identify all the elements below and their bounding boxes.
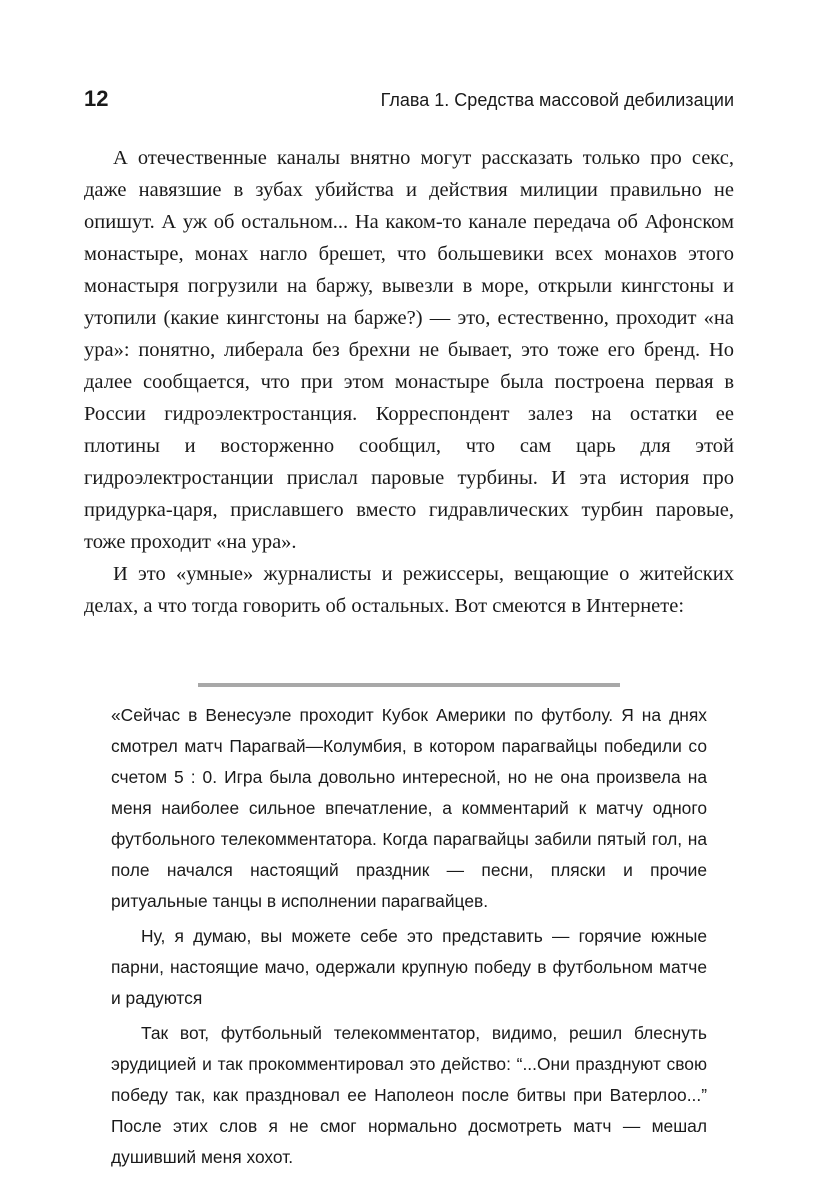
quote-paragraph: Ну, я думаю, вы можете себе это представить — горячие южные парни, настоящие мачо, одержали крупную победу в футбольном матче и радуются xyxy=(111,926,707,1008)
body-paragraph: И это «умные» журналисты и режиссеры, вещающие о житейских делах, а что тогда говорить об остальных. Вот смеются в Интернете: xyxy=(84,563,734,617)
quote-divider xyxy=(198,683,620,687)
page-number: 12 xyxy=(84,86,109,111)
internet-quote xyxy=(111,700,707,1173)
quote-paragraph: «Сейчас в Венесуэле проходит Кубок Америки по футболу. Я на днях смотрел матч Парагвай—Колумбия, в котором парагвайцы победили со счетом 5 : 0. Игра была довольно интересной, но не она произвела на меня наиболее сильное впечатление, а комментарий к матчу одного футбольного телекомментатора. Когда парагвайцы забили пятый гол, на поле начался настоящий праздник — песни, пляски и прочие ритуальные танцы в исполнении парагвайцев. xyxy=(111,705,707,911)
quote-paragraph: Так вот, футбольный телекомментатор, видимо, решил блеснуть эрудицией и так прокомментировал это действо: “...Они празднуют свою победу так, как праздновал ее Наполеон после битвы при Ватерлоо...” После этих слов я не смог нормально досмотреть матч — мешал душивший меня хохот. xyxy=(111,1023,707,1167)
body-paragraph: А отечественные каналы внятно могут рассказать только про секс, даже навязшие в зубах убийства и действия милиции правильно не опишут. А уж об остальном... На каком-то канале передача об Афонском монастыре, монах нагло брешет, что большевики всех монахов этого монастыря погрузили на баржу, вывезли в море, открыли кингстоны и утопили (какие кингстоны на барже?) — это, естественно, проходит «на ура»: понятно, либерала без брехни не бывает, это тоже его бренд. Но далее сообщается, что при этом монастыре была построена первая в России гидроэлектростанция. Корреспондент залез на остатки ее плотины и восторженно сообщил, что сам царь для этой гидроэлектростанции прислал паровые турбины. И эта история про придурка-царя, приславшего вместо гидравлических турбин паровые, тоже проходит «на ура». xyxy=(84,147,734,553)
body-text xyxy=(84,142,734,622)
running-head: Глава 1. Средства массовой дебилизации xyxy=(380,90,734,110)
